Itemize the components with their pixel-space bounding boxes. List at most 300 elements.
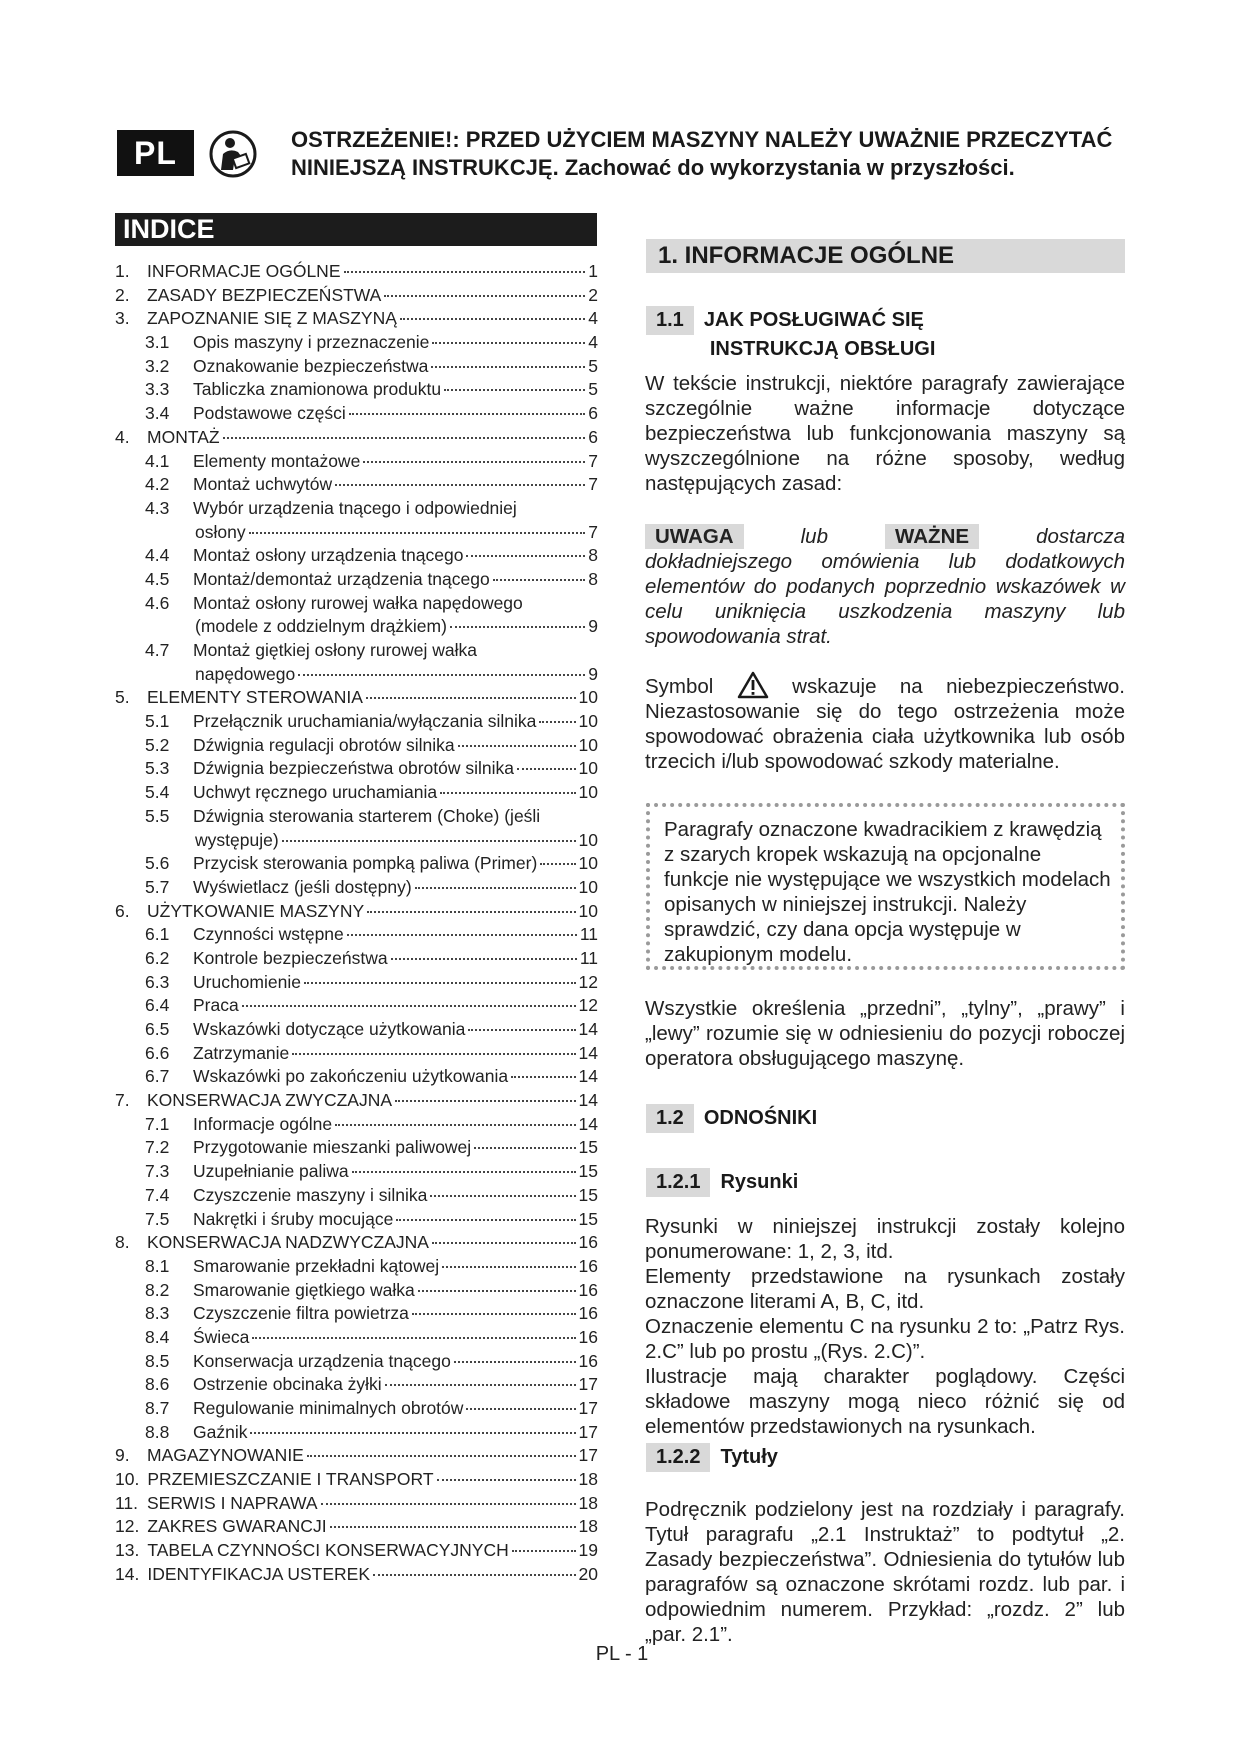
toc-entry-number: 12. <box>115 1516 140 1537</box>
page-number: PL - 1 <box>595 1643 649 1665</box>
toc-entry[interactable] <box>115 1185 598 1209</box>
toc-entry-page: 10 <box>578 782 598 803</box>
toc-entry-page: 18 <box>578 1516 598 1537</box>
toc-entry-title: Zatrzymanie <box>193 1042 290 1063</box>
toc-entry[interactable] <box>115 995 598 1019</box>
subsection-number: 1.1 <box>646 306 694 335</box>
toc-entry-number: 5. <box>115 687 130 708</box>
toc-entry-number: 3.1 <box>145 332 170 353</box>
toc-entry-number: 6.2 <box>145 947 170 968</box>
toc-entry[interactable] <box>115 1374 598 1398</box>
toc-entry-title: Dźwignia sterowania starterem (Choke) (jeśli <box>193 805 541 826</box>
keyword-or: lub <box>800 525 828 548</box>
toc-dot-leader <box>242 1005 576 1007</box>
toc-entry-title: MAGAZYNOWANIE <box>147 1445 304 1466</box>
toc-entry-title: PRZEMIESZCZANIE I TRANSPORT <box>147 1469 434 1490</box>
toc-entry-number: 11. <box>115 1492 139 1513</box>
toc-entry[interactable] <box>115 1019 598 1043</box>
toc-entry[interactable] <box>115 498 598 522</box>
toc-dot-leader <box>517 768 576 770</box>
toc-dot-leader <box>252 1337 575 1339</box>
toc-entry-title: IDENTYFIKACJA USTEREK <box>147 1563 371 1584</box>
toc-entry-title: Praca <box>193 995 239 1016</box>
subsection-title: Tytuły <box>720 1446 778 1468</box>
toc-dot-leader <box>366 697 576 699</box>
toc-dot-leader <box>292 1053 575 1055</box>
paragraph-directions: Wszystkie określenia „przedni”, „tylny”, „prawy” i „lewy” rozumie się w odniesieniu do pozycji roboczej operatora obsługującego maszynę. <box>645 997 1125 1070</box>
toc-dot-leader <box>335 1124 575 1126</box>
toc-entry-title: Wskazówki po zakończeniu użytkowania <box>193 1066 509 1087</box>
toc-entry-page: 10 <box>578 900 598 921</box>
toc-entry-number: 5.3 <box>145 758 170 779</box>
toc-entry[interactable] <box>115 1209 598 1233</box>
toc-entry-page: 1 <box>588 261 598 281</box>
toc-entry-title: Podstawowe części <box>193 403 346 424</box>
toc-entry-title: Ostrzenie obcinaka żyłki <box>193 1374 382 1395</box>
toc-entry-page: 14 <box>578 1113 598 1134</box>
toc-entry[interactable] <box>115 853 598 877</box>
toc-entry-page: 19 <box>578 1540 598 1561</box>
toc-entry-page: 6 <box>588 403 598 424</box>
subsection-number: 1.2.1 <box>646 1168 710 1197</box>
toc-entry-number: 4.7 <box>145 640 170 660</box>
toc-entry[interactable] <box>115 1256 598 1280</box>
toc-entry-page: 7 <box>588 521 598 542</box>
subsection-number: 1.2 <box>646 1104 694 1133</box>
toc-entry-number: 5.2 <box>145 734 170 755</box>
table-of-contents <box>115 261 598 1588</box>
toc-dot-leader <box>344 271 586 273</box>
toc-entry[interactable] <box>115 593 598 617</box>
toc-entry[interactable] <box>115 901 598 925</box>
toc-entry-page: 17 <box>578 1445 598 1466</box>
toc-entry-title: Uzupełnianie paliwa <box>193 1161 349 1182</box>
toc-entry-title: Wybór urządzenia tnącego i odpowiedniej <box>193 497 517 518</box>
toc-dot-leader <box>335 484 585 486</box>
toc-entry-page: 7 <box>588 450 598 471</box>
toc-entry-page: 10 <box>578 758 598 779</box>
toc-entry-page: 20 <box>578 1563 598 1584</box>
toc-entry-title: Smarowanie giętkiego wałka <box>193 1279 415 1300</box>
keyword-uwaga: UWAGA <box>645 524 744 549</box>
toc-entry-title: Przełącznik uruchamiania/wyłączania silnika <box>193 711 537 732</box>
toc-entry-page: 6 <box>588 426 598 447</box>
toc-entry-page: 4 <box>588 332 598 353</box>
toc-entry-number: 4. <box>115 426 130 447</box>
toc-entry-page: 14 <box>578 1042 598 1063</box>
toc-entry-number: 3.2 <box>145 355 170 376</box>
toc-dot-leader <box>540 863 575 865</box>
toc-entry-title: ZAKRES GWARANCJI <box>147 1516 327 1537</box>
toc-entry-title: Elementy montażowe <box>193 450 361 471</box>
paragraph-figures <box>645 1214 1125 1439</box>
toc-entry-title: Montaż/demontaż urządzenia tnącego <box>193 568 490 589</box>
toc-entry-page: 10 <box>578 876 598 897</box>
toc-dot-leader <box>412 1313 576 1315</box>
toc-entry[interactable] <box>115 1564 598 1588</box>
toc-entry[interactable] <box>115 687 598 711</box>
paragraph-notes-text: dostarcza dokładniejszego omówienia lub dodatkowych elementów do podanych poprzednio wskazówek w celu uniknięcia uszkodzenia maszyny lub spowodowania strat. <box>645 525 1125 648</box>
toc-entry-page: 5 <box>588 379 598 400</box>
toc-dot-leader <box>539 721 575 723</box>
subsection-number: 1.2.2 <box>646 1443 710 1472</box>
subsection-title: Rysunki <box>720 1171 799 1193</box>
toc-dot-leader <box>363 461 585 463</box>
toc-entry[interactable] <box>115 1114 598 1138</box>
warning-banner <box>291 126 1151 182</box>
symbol-label: Symbol <box>645 675 714 698</box>
toc-entry[interactable] <box>115 758 598 782</box>
toc-entry-number: 6.5 <box>145 1019 170 1039</box>
toc-dot-leader <box>330 1526 576 1528</box>
toc-entry-page: 18 <box>578 1492 598 1513</box>
subsection-title-line-2: INSTRUKCJĄ OBSŁUGI <box>709 338 936 360</box>
toc-entry-title: Świeca <box>193 1326 250 1347</box>
toc-entry-page: 15 <box>578 1208 598 1229</box>
toc-dot-leader <box>440 792 575 794</box>
toc-dot-leader <box>347 934 577 936</box>
toc-entry[interactable] <box>115 285 598 309</box>
toc-entry-page: 12 <box>578 971 598 992</box>
toc-entry[interactable] <box>115 356 598 380</box>
paragraph-notes <box>645 524 1125 649</box>
toc-entry-number: 5.1 <box>145 711 170 732</box>
subsection-1-2-1-heading <box>646 1168 798 1197</box>
toc-entry-title: Konserwacja urządzenia tnącego <box>193 1350 451 1371</box>
toc-entry[interactable] <box>115 474 598 498</box>
toc-dot-leader <box>458 745 576 747</box>
toc-entry-title: występuje) <box>195 829 279 850</box>
toc-entry-number: 13. <box>115 1540 140 1561</box>
toc-entry-title: Opis maszyny i przeznaczenie <box>193 332 430 353</box>
toc-entry-title: Gaźnik <box>193 1421 248 1442</box>
toc-entry[interactable] <box>115 616 598 640</box>
subsection-title: ODNOŚNIKI <box>703 1107 818 1129</box>
toc-dot-leader <box>442 1266 575 1268</box>
toc-entry[interactable] <box>115 522 598 546</box>
toc-entry-title: Nakrętki i śruby mocujące <box>193 1208 394 1229</box>
toc-entry-page: 17 <box>578 1421 598 1442</box>
figures-line-4: Ilustracje mają charakter poglądowy. Części składowe maszyny mogą nieco różnić się od elementów przedstawionych na rysunkach. <box>645 1365 1125 1438</box>
paragraph-intro: W tekście instrukcji, niektóre paragrafy zawierające szczególnie ważne informacje dotyczące bezpieczeństwa lub funkcjonowania maszyny są wyszczególnione na różne sposoby, według następujących zasad: <box>645 372 1125 495</box>
toc-entry-page: 14 <box>578 1019 598 1039</box>
toc-dot-leader <box>432 1242 576 1244</box>
toc-entry-page: 10 <box>578 687 598 708</box>
toc-entry[interactable] <box>115 735 598 759</box>
toc-entry[interactable] <box>115 1398 598 1422</box>
toc-entry-number: 3.4 <box>145 403 170 424</box>
toc-entry-title: Wskazówki dotyczące użytkowania <box>193 1019 466 1039</box>
toc-entry-title: ZASADY BEZPIECZEŃSTWA <box>147 284 382 305</box>
subsection-1-2-heading <box>646 1104 817 1133</box>
toc-entry-number: 5.5 <box>145 805 170 826</box>
toc-dot-leader <box>349 413 586 415</box>
toc-entry-title: Czyszczenie maszyny i silnika <box>193 1184 428 1205</box>
paragraph-symbol-text: wskazuje na niebezpieczeństwo. Niezastosowanie się do tego ostrzeżenia może spowodować obrażenia ciała użytkownika lub osób trzecich i/lub spowodować szkody materialne. <box>645 675 1125 773</box>
toc-entry-page: 8 <box>588 568 598 589</box>
toc-entry-number: 4.2 <box>145 474 170 495</box>
toc-entry[interactable] <box>115 664 598 688</box>
toc-entry-number: 4.5 <box>145 568 170 589</box>
toc-entry-page: 14 <box>578 1066 598 1087</box>
toc-entry-number: 7.5 <box>145 1208 170 1229</box>
toc-entry[interactable] <box>115 948 598 972</box>
read-manual-icon <box>208 130 258 178</box>
toc-entry-page: 16 <box>578 1326 598 1347</box>
toc-entry-number: 2. <box>115 284 130 305</box>
toc-entry[interactable] <box>115 782 598 806</box>
toc-dot-leader <box>352 1171 576 1173</box>
toc-dot-leader <box>373 1574 576 1576</box>
toc-entry[interactable] <box>115 1351 598 1375</box>
optional-features-text: Paragrafy oznaczone kwadracikiem z krawędzią z szarych kropek wskazują na opcjonalne funkcje nie występujące we wszystkich modelach opisanych w niniejszej instrukcji. Należy sprawdzić, czy dana opcja występuje w zakupionym modelu. <box>664 818 1111 966</box>
toc-entry-number: 4.3 <box>145 497 170 518</box>
toc-entry[interactable] <box>115 1422 598 1446</box>
toc-entry[interactable] <box>115 427 598 451</box>
toc-entry-number: 14. <box>115 1563 140 1584</box>
toc-entry[interactable] <box>115 1493 598 1517</box>
toc-entry-number: 9. <box>115 1445 130 1466</box>
warning-triangle-icon <box>737 671 769 699</box>
toc-entry-number: 6.7 <box>145 1066 170 1087</box>
toc-entry[interactable] <box>115 972 598 996</box>
toc-entry-title: (modele z oddzielnym drążkiem) <box>195 616 447 637</box>
toc-entry-page: 10 <box>578 829 598 850</box>
toc-entry-title: ELEMENTY STEROWANIA <box>147 687 363 708</box>
toc-dot-leader <box>466 1408 575 1410</box>
toc-entry-title: ZAPOZNANIE SIĘ Z MASZYNĄ <box>147 308 397 329</box>
toc-entry-title: Oznakowanie bezpieczeństwa <box>193 355 429 376</box>
toc-entry-page: 4 <box>588 308 598 329</box>
toc-entry-title: KONSERWACJA ZWYCZAJNA <box>147 1090 393 1111</box>
toc-dot-leader <box>468 1029 575 1031</box>
toc-entry-number: 4.4 <box>145 545 170 566</box>
toc-entry-page: 5 <box>588 355 598 376</box>
toc-entry-title: UŻYTKOWANIE MASZYNY <box>147 900 365 921</box>
toc-entry-page: 7 <box>588 474 598 495</box>
toc-entry-number: 6.3 <box>145 971 170 992</box>
subsection-1-2-2-heading <box>646 1443 778 1472</box>
toc-dot-leader <box>474 1147 575 1149</box>
toc-dot-leader <box>454 1361 576 1363</box>
toc-entry-number: 6.6 <box>145 1042 170 1063</box>
toc-dot-leader <box>450 626 585 628</box>
toc-dot-leader <box>223 437 586 439</box>
toc-entry-page: 15 <box>578 1184 598 1205</box>
subsection-title-line-1: JAK POSŁUGIWAĆ SIĘ <box>703 309 924 331</box>
toc-entry-title: Tabliczka znamionowa produktu <box>193 379 442 400</box>
toc-entry[interactable] <box>115 1090 598 1114</box>
toc-entry-title: Montaż giętkiej osłony rurowej wałka <box>193 640 478 660</box>
toc-entry-number: 6.4 <box>145 995 170 1016</box>
toc-entry[interactable] <box>115 711 598 735</box>
toc-dot-leader <box>437 1479 576 1481</box>
toc-entry-page: 14 <box>578 1090 598 1111</box>
toc-dot-leader <box>298 674 585 676</box>
toc-entry-number: 7.3 <box>145 1161 170 1182</box>
toc-entry-number: 6.1 <box>145 924 170 945</box>
toc-entry-page: 17 <box>578 1374 598 1395</box>
toc-dot-leader <box>396 1219 575 1221</box>
toc-entry-page: 9 <box>588 616 598 637</box>
subsection-1-1-heading <box>646 306 935 364</box>
toc-entry-page: 15 <box>578 1161 598 1182</box>
toc-entry[interactable] <box>115 830 598 854</box>
toc-entry-number: 4.6 <box>145 592 170 613</box>
toc-entry-page: 10 <box>578 711 598 732</box>
toc-entry-page: 8 <box>588 545 598 566</box>
toc-entry[interactable] <box>115 403 598 427</box>
toc-entry[interactable] <box>115 1161 598 1185</box>
toc-entry[interactable] <box>115 1445 598 1469</box>
toc-dot-leader <box>431 366 585 368</box>
toc-dot-leader <box>432 342 585 344</box>
toc-entry-page: 17 <box>578 1398 598 1418</box>
toc-entry-page: 16 <box>578 1303 598 1324</box>
toc-entry-title: napędowego <box>195 663 296 684</box>
toc-dot-leader <box>444 389 585 391</box>
toc-entry[interactable] <box>115 640 598 664</box>
toc-entry-title: Montaż osłony urządzenia tnącego <box>193 545 464 566</box>
toc-entry-number: 7.4 <box>145 1184 170 1205</box>
toc-dot-leader <box>307 1455 576 1457</box>
toc-entry-number: 8.8 <box>145 1421 170 1442</box>
toc-entry-number: 8. <box>115 1232 130 1253</box>
figures-line-2: Elementy przedstawione na rysunkach zostały oznaczone literami A, B, C, itd. <box>645 1265 1125 1313</box>
toc-entry[interactable] <box>115 1232 598 1256</box>
toc-dot-leader <box>418 1290 576 1292</box>
toc-entry-title: Czyszczenie filtra powietrza <box>193 1303 409 1324</box>
figures-line-1: Rysunki w niniejszej instrukcji zostały kolejno ponumerowane: 1, 2, 3, itd. <box>645 1215 1125 1263</box>
toc-entry-title: TABELA CZYNNOŚCI KONSERWACYJNYCH <box>147 1540 509 1561</box>
toc-entry[interactable] <box>115 1469 598 1493</box>
toc-entry-page: 10 <box>578 734 598 755</box>
keyword-wazne: WAŻNE <box>885 524 979 549</box>
toc-entry-title: Czynności wstępne <box>193 924 344 945</box>
toc-entry-number: 5.6 <box>145 853 170 874</box>
toc-dot-leader <box>400 318 585 320</box>
toc-dot-leader <box>493 579 586 581</box>
toc-entry[interactable] <box>115 1327 598 1351</box>
toc-entry-number: 6. <box>115 900 130 921</box>
toc-entry[interactable] <box>115 1516 598 1540</box>
warning-line-2: NINIEJSZĄ INSTRUKCJĘ. Zachować do wykorzystania w przyszłości. <box>291 155 1015 180</box>
toc-entry-title: Dźwignia regulacji obrotów silnika <box>193 734 455 755</box>
toc-entry-page: 16 <box>578 1350 598 1371</box>
toc-entry[interactable] <box>115 379 598 403</box>
toc-dot-leader <box>511 1076 575 1078</box>
toc-dot-leader <box>249 532 586 534</box>
toc-entry-number: 10. <box>115 1469 140 1490</box>
toc-entry[interactable] <box>115 545 598 569</box>
toc-entry-title: Uruchomienie <box>193 971 301 992</box>
toc-entry-number: 8.2 <box>145 1279 170 1300</box>
toc-entry[interactable] <box>115 569 598 593</box>
toc-entry[interactable] <box>115 1066 598 1090</box>
toc-dot-leader <box>321 1503 576 1505</box>
toc-entry-title: Przygotowanie mieszanki paliwowej <box>193 1137 472 1158</box>
toc-dot-leader <box>395 1100 576 1102</box>
toc-entry-title: Kontrole bezpieczeństwa <box>193 947 388 968</box>
toc-entry-page: 2 <box>588 284 598 305</box>
toc-entry-page: 15 <box>578 1137 598 1158</box>
toc-dot-leader <box>415 887 576 889</box>
toc-entry[interactable] <box>115 1540 598 1564</box>
toc-entry[interactable] <box>115 1043 598 1067</box>
toc-entry[interactable] <box>115 308 598 332</box>
toc-entry-page: 16 <box>578 1279 598 1300</box>
toc-entry-number: 1. <box>115 261 130 281</box>
toc-entry-number: 7.1 <box>145 1113 170 1134</box>
toc-dot-leader <box>367 911 575 913</box>
toc-entry[interactable] <box>115 451 598 475</box>
toc-entry[interactable] <box>115 1303 598 1327</box>
warning-line-1: OSTRZEŻENIE!: PRZED UŻYCIEM MASZYNY NALEŻY UWAŻNIE PRZECZYTAĆ <box>291 127 1113 152</box>
toc-entry-title: osłony <box>195 521 246 542</box>
toc-entry-title: Dźwignia bezpieczeństwa obrotów silnika <box>193 758 514 779</box>
toc-dot-leader <box>512 1550 576 1552</box>
toc-entry-number: 8.7 <box>145 1398 170 1418</box>
toc-entry-page: 12 <box>578 995 598 1016</box>
toc-entry-number: 5.7 <box>145 876 170 897</box>
toc-entry-title: Montaż osłony rurowej wałka napędowego <box>193 592 523 613</box>
index-heading: INDICE <box>115 213 597 246</box>
toc-dot-leader <box>466 555 585 557</box>
toc-dot-leader <box>250 1432 575 1434</box>
toc-entry[interactable] <box>115 1280 598 1304</box>
toc-entry[interactable] <box>115 924 598 948</box>
toc-entry-number: 8.5 <box>145 1350 170 1371</box>
toc-entry-page: 11 <box>579 947 598 968</box>
toc-entry-page: 16 <box>578 1255 598 1276</box>
toc-entry-page: 10 <box>578 853 598 874</box>
toc-entry-page: 18 <box>578 1469 598 1490</box>
section-title: 1. INFORMACJE OGÓLNE <box>646 239 1125 273</box>
toc-entry-title: SERWIS I NAPRAWA <box>147 1492 318 1513</box>
toc-entry-title: Montaż uchwytów <box>193 474 333 495</box>
toc-entry-title: MONTAŻ <box>147 426 220 447</box>
toc-entry-number: 8.1 <box>145 1255 170 1276</box>
toc-entry[interactable] <box>115 261 598 285</box>
toc-entry-title: INFORMACJE OGÓLNE <box>147 261 341 281</box>
toc-entry-title: KONSERWACJA NADZWYCZAJNA <box>147 1232 429 1253</box>
figures-line-3: Oznaczenie elementu C na rysunku 2 to: „Patrz Rys. 2.C” lub po prostu „(Rys. 2.C)”. <box>645 1315 1125 1363</box>
toc-entry-title: Smarowanie przekładni kątowej <box>193 1255 440 1276</box>
toc-entry-page: 16 <box>578 1232 598 1253</box>
toc-entry-number: 7. <box>115 1090 130 1111</box>
toc-entry-title: Regulowanie minimalnych obrotów <box>193 1398 464 1418</box>
toc-entry[interactable] <box>115 877 598 901</box>
toc-entry-title: Wyświetlacz (jeśli dostępny) <box>193 876 412 897</box>
language-badge: PL <box>117 130 194 176</box>
paragraph-titles: Podręcznik podzielony jest na rozdziały i paragrafy. Tytuł paragrafu „2.1 Instruktaż” to podtytuł „2. Zasady bezpieczeństwa”. Odniesienia do tytułów lub paragrafów są oznaczone skrótami rozdz. lub par. i odpowiednim numerem. Przykład: „rozdz. 2” lub „par. 2.1”. <box>645 1498 1125 1646</box>
toc-entry[interactable] <box>115 332 598 356</box>
toc-entry-page: 9 <box>588 663 598 684</box>
toc-dot-leader <box>282 840 576 842</box>
toc-entry[interactable] <box>115 1137 598 1161</box>
toc-dot-leader <box>391 958 577 960</box>
toc-entry[interactable] <box>115 806 598 830</box>
toc-dot-leader <box>385 1384 576 1386</box>
toc-entry-number: 8.3 <box>145 1303 170 1324</box>
toc-dot-leader <box>304 982 576 984</box>
optional-features-box <box>646 803 1125 970</box>
toc-entry-number: 8.4 <box>145 1326 170 1347</box>
toc-dot-leader <box>384 295 585 297</box>
toc-entry-number: 7.2 <box>145 1137 170 1158</box>
toc-entry-number: 8.6 <box>145 1374 170 1395</box>
toc-entry-title: Przycisk sterowania pompką paliwa (Primer) <box>193 853 538 874</box>
